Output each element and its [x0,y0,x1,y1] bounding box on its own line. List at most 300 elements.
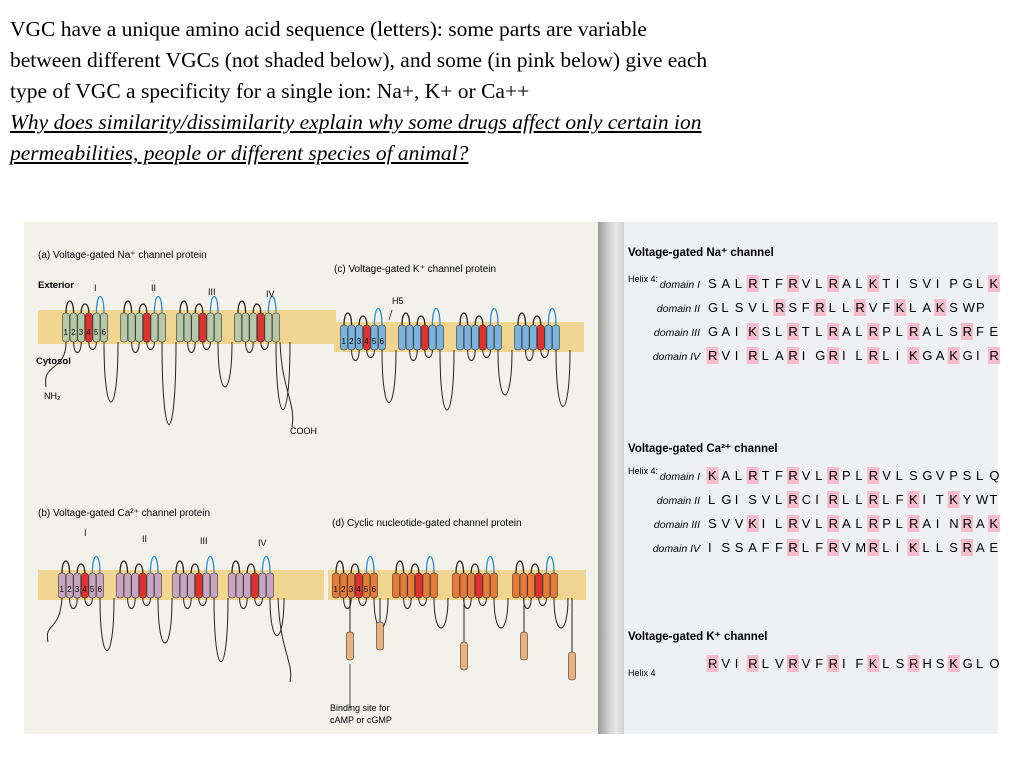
na-seq-residue-1-6: F [775,276,783,291]
na-seq-domain-label-3: domain III [653,327,700,339]
ca-seq-residue-3-16: R [909,516,919,531]
ca-helix-number-4: 4 [82,585,87,594]
ca-domain-3-helix-s1 [173,573,180,598]
ca-seq-residue-3-20: R [962,516,972,531]
na-domain-4-loop-linker [276,342,290,410]
ca-seq-residue-3-21: A [976,516,985,531]
na-seq-helix-label: Helix 4: [628,274,659,284]
na-seq-residue-1-7: R [788,276,798,291]
cng-subunit-3-helix-s5 [483,573,490,598]
sequence-svg [624,222,998,734]
panel-a-domain-1: I [94,283,97,293]
panel-b-domain-4: IV [258,538,267,548]
na-domain-3-helix-s4 [199,313,206,342]
ca-seq-residue-1-20: S [962,468,972,483]
ca-seq-residue-4-8: L [801,540,810,555]
cng-subunit-3-helix-s6 [491,573,498,598]
ca-seq-residue-3-8: V [801,516,811,531]
cng-subunit-3-helix-s3 [468,573,475,598]
cng-binding-domain-2 [377,622,384,650]
k-subunit-4-helix-s5 [545,325,552,350]
na-domain-3-helix-s2 [184,313,191,342]
ca-helix-number-5: 5 [89,585,95,594]
ca-domain-4-helix-s1 [229,573,236,598]
k-subunit-3-loop-linker [498,350,512,395]
ca-seq-residue-2-5: V [761,492,771,507]
na-seq-residue-3-3: I [734,324,739,339]
k-helix-number-5: 5 [371,337,377,346]
na-seq-residue-1-10: R [828,276,838,291]
na-seq-residue-4-5: L [761,348,769,363]
ca-seq-residue-3-3: V [734,516,744,531]
ca-seq-residue-4-17: L [922,540,930,555]
cng-helix-number-6: 6 [371,585,376,594]
ca-seq-residue-2-6: L [775,492,783,507]
na-seq-residue-4-16: K [909,348,918,363]
cng-binding-domain-3 [461,642,468,670]
ca-seq-residue-1-22: Q [989,468,1000,483]
ca-seq-helix-label: Helix 4: [628,466,659,476]
ca-seq-domain-label-4: domain IV [652,543,700,555]
k-seq-group-title: Voltage-gated K⁺ channel [628,631,768,643]
na-seq-residue-3-9: L [815,324,823,339]
k-subunit-1-loop-linker [382,350,396,403]
k-subunit-2-helix-s3 [414,325,421,350]
na-seq-residue-1-13: K [868,276,878,291]
ca-seq-residue-1-7: R [788,468,798,483]
na-helix-number-2: 2 [71,328,76,337]
panel-a-title: (a) Voltage-gated Na⁺ channel protein [38,250,207,261]
k-seq-residue-1-12: F [855,656,864,671]
cng-subunit-4-helix-s3 [528,573,535,598]
k-seq-residue-1-4: R [748,656,758,671]
na-seq-residue-3-18: L [935,324,944,339]
ca-seq-residue-3-1: S [708,516,717,531]
na-domain-2-helix-s5 [151,313,158,342]
na-seq-residue-3-5: S [761,324,771,339]
ca-domain-2-helix-s6 [155,573,162,598]
h5-pointer [389,310,392,320]
na-c-terminus [280,342,293,427]
ca-seq-residue-2-22: T [989,492,998,507]
panel-b-title: (b) Voltage-gated Ca²⁺ channel protein [38,508,211,519]
ca-domain-3-helix-s4 [195,573,202,598]
ca-seq-residue-1-18: V [935,468,945,483]
na-seq-residue-3-13: R [868,324,879,339]
na-domain-2-helix-s4 [143,313,150,342]
na-domain-3-helix-s5 [207,313,214,342]
ca-seq-residue-1-2: A [721,468,731,483]
ca-seq-residue-4-10: R [828,540,838,555]
question-line-2: permeabilities, people or different species of animal? [10,141,469,165]
ca-domain-2-loop-linker [158,598,172,643]
cng-helix-number-5: 5 [363,585,369,594]
ca-seq-residue-1-6: F [775,468,783,483]
ca-domain-4-helix-s6 [267,573,274,598]
ca-seq-residue-3-12: L [855,516,863,531]
k-helix-number-3: 3 [356,337,362,346]
cng-helix-number-1: 1 [333,585,338,594]
k-seq-residue-1-5: L [761,656,769,671]
ca-seq-residue-2-15: F [895,492,904,507]
ca-seq-residue-1-16: S [909,468,918,483]
na-seq-residue-3-14: P [882,324,891,339]
exterior-label: Exterior [38,280,74,291]
na-seq-residue-2-16: L [909,300,917,315]
k-subunit-3-helix-s6 [495,325,502,350]
na-seq-residue-1-1: S [708,276,717,291]
ca-seq-residue-2-8: C [801,492,812,507]
na-seq-residue-1-2: A [721,276,731,291]
ca-domain-2-helix-s3 [132,573,139,598]
na-domain-4-helix-s2 [242,313,249,342]
na-seq-residue-4-8: I [801,348,806,363]
ca-seq-group-title: Voltage-gated Ca²⁺ channel [628,443,778,455]
k-seq-residue-1-19: K [949,656,958,671]
ca-seq-residue-2-10: R [828,492,838,507]
cng-subunit-2-helix-s2 [400,573,407,598]
nh2-label: NH₂ [44,391,61,401]
ca-seq-residue-4-6: F [775,540,783,555]
cng-subunit-4-helix-s4 [535,573,542,598]
ca-seq-residue-4-12: M [855,540,867,555]
na-helix-number-3: 3 [78,328,84,337]
na-seq-residue-3-22: E [989,324,999,339]
ca-seq-residue-1-14: V [882,468,891,483]
ca-domain-4-helix-s5 [259,573,266,598]
ca-seq-residue-1-21: L [976,468,984,483]
na-seq-residue-1-4: R [748,276,758,291]
na-seq-residue-3-15: L [895,324,903,339]
na-seq-residue-1-20: G [962,276,973,291]
na-seq-residue-1-22: K [989,276,999,291]
k-seq-residue-1-3: I [734,656,739,671]
cng-subunit-4-loop-linker [554,598,568,628]
ca-domain-3-helix-s5 [203,573,210,598]
cng-subunit-4-helix-s5 [543,573,550,598]
na-seq-residue-2-5: L [761,300,769,315]
na-seq-residue-2-9: R [815,300,825,315]
na-seq-residue-4-20: G [962,348,973,363]
na-helix-number-4: 4 [86,328,91,337]
ca-seq-residue-1-3: L [734,468,743,483]
na-seq-residue-2-6: R [775,300,785,315]
na-seq-residue-2-13: V [868,300,878,315]
h5-label: H5 [392,296,404,306]
k-seq-helix-label: Helix 4 [628,668,656,678]
na-seq-residue-3-19: S [949,324,958,339]
k-helix-number-6: 6 [379,337,384,346]
na-domain-3-helix-s6 [215,313,222,342]
ca-domain-3-helix-s2 [180,573,187,598]
ca-helix-number-3: 3 [74,585,80,594]
binding-site-line-2: cAMP or cGMP [330,715,392,725]
k-seq-residue-1-9: F [815,656,824,671]
ca-seq-residue-2-21: W [976,492,989,507]
cng-subunit-2-helix-s1 [393,573,400,598]
ca-domain-4-helix-s3 [244,573,251,598]
na-seq-residue-4-11: I [842,348,846,363]
na-seq-residue-1-21: L [976,276,984,291]
k-subunit-2-helix-s1 [399,325,406,350]
ca-domain-3-helix-s6 [211,573,218,598]
na-seq-residue-2-1: G [708,300,719,315]
na-seq-residue-4-6: A [775,348,784,363]
panel-c-title: (c) Voltage-gated K⁺ channel protein [334,264,497,275]
k-seq-residue-1-21: L [976,656,984,671]
na-seq-residue-4-15: I [895,348,900,363]
na-seq-residue-1-9: L [815,276,823,291]
ca-domain-2-helix-s4 [139,573,146,598]
cng-subunit-3-helix-s1 [453,573,460,598]
k-seq-residue-1-18: S [935,656,945,671]
ca-domain-4-helix-s2 [236,573,243,598]
ca-seq-residue-2-14: L [882,492,890,507]
ca-helix-number-1: 1 [59,585,64,594]
k-subunit-2-helix-s6 [437,325,444,350]
ca-domain-4-loop-linker [270,598,284,636]
ca-seq-residue-4-18: L [935,540,944,555]
na-seq-residue-4-3: I [734,348,739,363]
na-seq-residue-3-10: R [828,324,838,339]
ca-seq-residue-3-22: K [989,516,999,531]
k-seq-residue-1-2: V [721,656,731,671]
heading-line-2: between different VGCs (not shaded below), and some (in pink below) give each [10,48,708,72]
ca-seq-residue-4-15: I [895,540,900,555]
ca-seq-residue-2-9: I [815,492,819,507]
na-seq-residue-4-7: R [788,348,798,363]
k-subunit-2-helix-s2 [406,325,413,350]
na-seq-residue-2-10: L [828,300,836,315]
slide-heading [10,14,1015,169]
k-subunit-4-helix-s1 [515,325,522,350]
na-seq-residue-2-7: S [788,300,798,315]
na-seq-residue-3-21: F [976,324,984,339]
cng-subunit-3-helix-s4 [475,573,482,598]
ca-seq-residue-4-19: S [949,540,958,555]
cng-subunit-2-loop-linker [434,598,448,628]
ca-helix-number-6: 6 [97,585,102,594]
ca-seq-residue-1-12: L [855,468,863,483]
na-seq-residue-1-15: I [895,276,900,291]
ca-seq-residue-1-5: T [761,468,770,483]
ca-seq-residue-4-20: R [962,540,972,555]
ca-seq-residue-2-18: T [935,492,944,507]
k-subunit-4-helix-s4 [537,325,544,350]
ca-seq-residue-2-3: I [734,492,739,507]
panel-b-domain-3: III [200,536,208,546]
na-seq-domain-label-2: domain II [656,303,700,315]
panel-b-domain-1: I [84,528,87,538]
na-seq-residue-3-11: A [842,324,851,339]
ca-seq-residue-2-11: L [842,492,850,507]
na-domain-2-helix-s6 [159,313,166,342]
cng-subunit-4-helix-s6 [551,573,558,598]
heading-line-1: VGC have a unique amino acid sequence (letters): some parts are variable [10,17,647,41]
na-seq-residue-4-1: R [708,348,718,363]
na-seq-residue-1-8: V [801,276,811,291]
na-seq-residue-1-17: V [922,276,932,291]
cng-binding-domain-4 [521,632,528,660]
na-seq-domain-label-1: domain I [659,279,700,291]
na-seq-residue-3-2: A [721,324,731,339]
na-domain-3-helix-s1 [177,313,184,342]
na-helix-number-6: 6 [101,328,106,337]
k-seq-residue-1-6: V [775,656,784,671]
na-domain-1-loop-linker [104,342,118,402]
na-seq-residue-2-2: L [721,300,729,315]
ca-seq-residue-2-13: R [868,492,879,507]
cytosol-label: Cytosol [36,356,71,367]
na-domain-4-helix-s4 [257,313,264,342]
na-seq-residue-1-5: T [761,276,770,291]
na-domain-2-helix-s3 [136,313,143,342]
cng-subunit-3-loop-linker [494,598,508,628]
na-seq-residue-4-9: G [815,348,826,363]
na-seq-group-title: Voltage-gated Na⁺ channel [628,247,774,259]
na-seq-residue-1-18: I [935,276,940,291]
na-seq-residue-3-1: G [708,324,719,339]
ca-seq-residue-1-9: L [815,468,823,483]
na-domain-4-helix-s3 [250,313,257,342]
ca-seq-residue-1-15: L [895,468,903,483]
k-seq-residue-1-7: R [788,656,798,671]
na-seq-residue-2-20: W [962,300,975,315]
ca-seq-residue-2-16: K [909,492,918,507]
na-seq-residue-4-14: L [882,348,890,363]
panel-d-title: (d) Cyclic nucleotide-gated channel protein [332,518,522,529]
ca-helix-number-2: 2 [67,585,72,594]
ca-seq-residue-3-2: V [721,516,731,531]
na-seq-residue-3-12: L [855,324,863,339]
k-subunit-4-helix-s2 [522,325,529,350]
na-seq-residue-4-22: R [989,348,999,363]
ca-seq-domain-label-1: domain I [659,471,700,483]
ca-seq-residue-4-11: V [842,540,851,555]
ca-seq-residue-4-13: R [868,540,879,555]
cng-subunit-2-helix-s3 [408,573,415,598]
ca-seq-residue-3-19: N [949,516,959,531]
na-seq-residue-2-3: S [734,300,744,315]
ca-domain-1-loop-linker [100,598,114,651]
cng-helix-number-4: 4 [356,585,361,594]
ca-seq-residue-2-7: R [788,492,798,507]
ca-seq-residue-3-10: R [828,516,838,531]
cng-subunit-2-helix-s5 [423,573,430,598]
ca-c-terminus [278,598,291,682]
ca-seq-residue-2-4: S [748,492,757,507]
na-domain-4-helix-s1 [235,313,242,342]
na-seq-residue-2-18: K [935,300,945,315]
ca-seq-residue-4-14: L [882,540,890,555]
ca-domain-3-loop-linker [214,598,228,662]
na-domain-3-loop-linker [218,342,232,387]
k-seq-residue-1-13: K [868,656,878,671]
na-seq-residue-3-7: R [788,324,798,339]
na-seq-residue-3-16: R [909,324,919,339]
k-subunit-3-helix-s5 [487,325,494,350]
ca-seq-residue-1-4: R [748,468,758,483]
na-seq-residue-1-3: L [734,276,743,291]
na-seq-residue-4-21: I [976,348,980,363]
na-helix-number-5: 5 [93,328,99,337]
k-seq-residue-1-15: S [895,656,905,671]
k-helix-number-4: 4 [364,337,369,346]
k-seq-residue-1-17: H [922,656,932,671]
ca-seq-residue-4-21: A [976,540,985,555]
na-seq-residue-4-12: L [855,348,863,363]
na-domain-2-helix-s1 [121,313,128,342]
na-helix-number-1: 1 [63,328,68,337]
binding-site-line-1: Binding site for [330,703,390,713]
question-line-1: Why does similarity/dissimilarity explain why some drugs affect only certain ion [10,110,702,134]
na-seq-residue-3-17: A [922,324,932,339]
cng-subunit-2-helix-s6 [431,573,438,598]
k-seq-residue-1-16: R [909,656,919,671]
channel-topology-figure [24,222,598,734]
ca-seq-residue-3-4: K [748,516,757,531]
ca-seq-residue-4-2: S [721,540,731,555]
ca-seq-residue-4-1: I [708,540,712,555]
k-subunit-4-helix-s6 [553,325,560,350]
ca-domain-2-helix-s1 [117,573,124,598]
na-seq-residue-2-12: R [855,300,865,315]
ca-seq-residue-1-8: V [801,468,811,483]
k-seq-residue-1-8: V [801,656,811,671]
cng-subunit-3-helix-s2 [460,573,467,598]
cng-subunit-4-helix-s1 [513,573,520,598]
k-seq-residue-1-11: I [842,656,846,671]
ca-seq-residue-1-17: G [922,468,933,483]
na-seq-residue-3-20: R [962,324,972,339]
na-seq-residue-2-17: A [922,300,932,315]
topology-svg [24,222,598,734]
ca-seq-residue-3-9: L [815,516,823,531]
ca-seq-residue-3-11: A [842,516,851,531]
ca-seq-residue-3-13: R [868,516,879,531]
ca-domain-2-helix-s5 [147,573,154,598]
cng-binding-domain-1 [347,632,354,660]
k-seq-residue-1-14: L [882,656,890,671]
k-subunit-2-helix-s5 [429,325,436,350]
ca-seq-residue-1-19: P [949,468,958,483]
ca-n-terminus [47,598,62,642]
na-seq-residue-4-17: G [922,348,933,363]
k-subunit-3-helix-s2 [464,325,471,350]
na-seq-residue-2-15: K [895,300,905,315]
sequence-figure [624,222,998,734]
ca-seq-residue-3-6: L [775,516,783,531]
na-seq-residue-1-11: A [842,276,851,291]
heading-line-3: type of VGC a specificity for a single ion: Na+, K+ or Ca++ [10,79,530,103]
k-subunit-3-helix-s1 [457,325,464,350]
ca-seq-residue-4-7: R [788,540,798,555]
cng-subunit-4-helix-s2 [520,573,527,598]
na-domain-4-helix-s5 [265,313,272,342]
k-subunit-3-helix-s4 [479,325,486,350]
ca-seq-residue-3-17: A [922,516,932,531]
na-seq-residue-4-19: K [949,348,958,363]
ca-seq-residue-2-2: G [721,492,732,507]
ca-seq-residue-3-15: L [895,516,903,531]
ca-seq-residue-1-11: P [842,468,851,483]
na-seq-domain-label-4: domain IV [652,351,700,363]
panel-a-domain-4: IV [266,289,275,299]
na-seq-residue-2-19: S [949,300,958,315]
na-seq-residue-3-8: T [801,324,810,339]
na-seq-residue-4-4: R [748,348,758,363]
ca-seq-residue-2-1: L [708,492,716,507]
